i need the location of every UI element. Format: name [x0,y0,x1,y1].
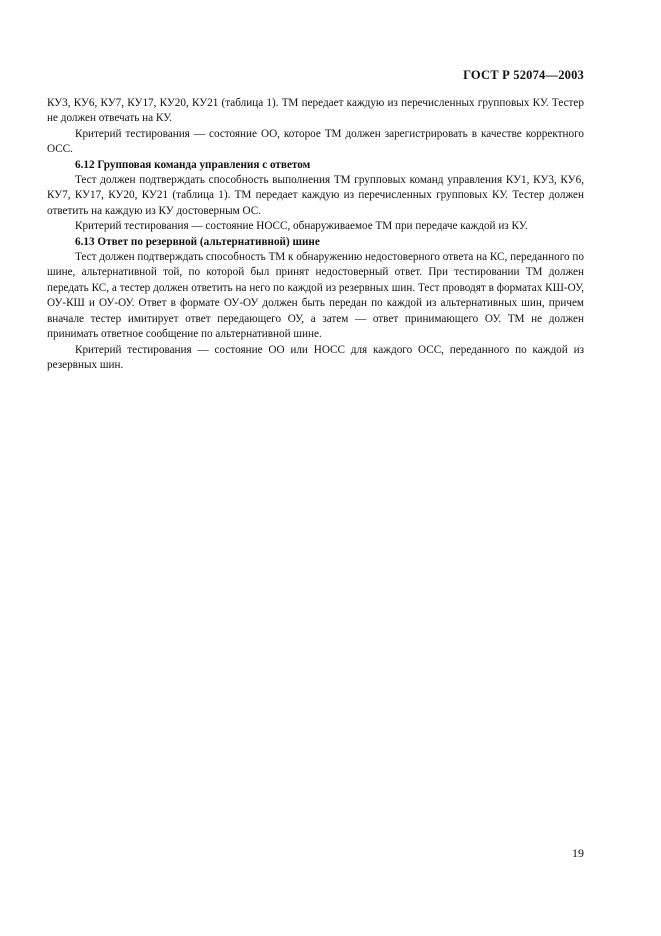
paragraph: КУ3, КУ6, КУ7, КУ17, КУ20, КУ21 (таблица 1). ТМ передает каждую из перечисленных групповых КУ. Тестер не должен отвечать на КУ. [47,97,584,125]
section-heading-6-13: 6.13 Ответ по резервной (альтернативной) шине [75,235,320,248]
paragraph: Тест должен подтверждать способность выполнения ТМ групповых команд управления КУ1, КУ3, КУ6, КУ7, КУ17, КУ20, КУ21 (таблица 1). ТМ передает каждую из перечисленных групповых КУ. Тестер должен ответить на каждую из КУ достоверным ОС. [47,174,584,217]
document-header: ГОСТ Р 52074—2003 [463,68,584,82]
section-heading-6-12: 6.12 Групповая команда управления с ответом [75,158,311,171]
paragraph: Тест должен подтверждать способность ТМ к обнаружению недостоверного ответа на КС, переданного по шине, альтернативной той, по которой был принят недостоверный ответ. При тестировании ТМ должен передать КС, а тестер должен ответить на него по каждой из резервных шин. Тест проводят в форматах КШ-ОУ, ОУ-КШ и ОУ-ОУ. Ответ в формате ОУ-ОУ должен быть передан по каждой из альтернативных шин, причем вначале тестер имитирует ответ передающего ОУ, а затем — ответ принимающего ОУ. ТМ не должен принимать ответное сообщение по альтернативной шине. [47,251,584,341]
paragraph: Критерий тестирования — состояние ОО или НОСС для каждого ОСС, переданного по каждой из резервных шин. [47,343,584,371]
page-number: 19 [572,846,584,860]
paragraph: Критерий тестирования — состояние НОСС, обнаруживаемое ТМ при передаче каждой из КУ. [75,220,528,233]
document-body [47,96,584,373]
paragraph: Критерий тестирования — состояние ОО, которое ТМ должен зарегистрировать в качестве корректного ОСС. [47,127,584,156]
